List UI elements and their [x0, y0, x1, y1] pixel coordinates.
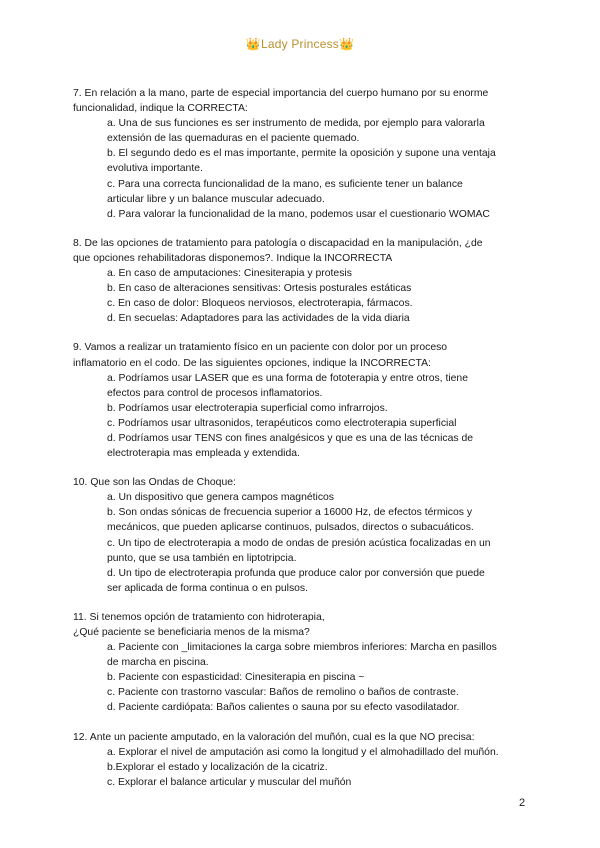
option-line: a. Un dispositivo que genera campos magnéticos — [107, 492, 334, 504]
page-header — [0, 37, 600, 51]
question-list — [73, 86, 533, 804]
question-stem-line: ¿Qué paciente se beneficiaria menos de la misma? — [73, 627, 310, 638]
question-12 — [73, 730, 533, 790]
option-line: b.Explorar el estado y localización de la cicatriz. — [107, 761, 328, 773]
option-line: extensión de las quemaduras en el paciente quemado. — [107, 133, 360, 145]
question-stem-line: 7. En relación a la mano, parte de especial importancia del cuerpo humano por su enorme — [73, 88, 489, 99]
question-stem-line: inflamatorio en el codo. De las siguientes opciones, indique la INCORRECTA: — [73, 357, 431, 369]
option-line: d. Un tipo de electroterapia profunda que produce calor por conversión que puede — [107, 567, 485, 579]
option-line: a. Explorar el nivel de amputación asi como la longitud y el almohadillado del muñón. — [107, 746, 499, 758]
option-line: c. Para una correcta funcionalidad de la mano, es suficiente tener un balance — [107, 178, 463, 190]
question-7 — [73, 86, 533, 222]
option-line: d. Paciente cardiópata: Baños calientes o sauna por su efecto vasodilatador. — [107, 702, 460, 714]
question-stem-line: 11. Si tenemos opción de tratamiento con hidroterapia, — [73, 611, 325, 623]
option-line: efectos para control de procesos inflamatorios. — [107, 387, 323, 399]
option-line: c. Paciente con trastorno vascular: Baños de remolino o baños de contraste. — [107, 687, 459, 699]
option-line: d. Podríamos usar TENS con fines analgésicos y que es una de las técnicas de — [107, 432, 473, 444]
question-stem-line: 10. Que son las Ondas de Choque: — [73, 477, 236, 489]
question-8 — [73, 236, 533, 327]
option-line: de marcha en piscina. — [107, 657, 209, 669]
option-line: a. En caso de amputaciones: Cinesiterapia y protesis — [107, 268, 352, 280]
option-line: d. En secuelas: Adaptadores para las actividades de la vida diaria — [107, 313, 410, 325]
option-line: b. En caso de alteraciones sensitivas: Ortesis posturales estáticas — [107, 283, 412, 295]
header-title: Lady Princess — [261, 37, 339, 51]
option-line: evolutiva importante. — [107, 163, 203, 175]
question-stem-line: 12. Ante un paciente amputado, en la valoración del muñón, cual es la que NO precisa: — [73, 731, 475, 743]
crown-icon-right: 👑 — [338, 37, 355, 51]
question-9 — [73, 340, 533, 461]
question-stem-line: 9. Vamos a realizar un tratamiento físico en un paciente con dolor por un proceso — [73, 342, 448, 354]
option-line: electroterapia mas empleada y extendida. — [107, 448, 300, 460]
option-line: c. Un tipo de electroterapia a modo de ondas de presión acústica focalizadas en un — [107, 537, 491, 549]
option-line: a. Una de sus funciones es ser instrumento de medida, por ejemplo para valorarla — [107, 118, 485, 130]
option-line: c. En caso de dolor: Bloqueos nerviosos, electroterapia, fármacos. — [107, 298, 413, 310]
option-line: punto, que se usa también en liptotripcia. — [107, 552, 297, 564]
option-line: a. Podríamos usar LASER que es una forma de fototerapia y entre otros, tiene — [107, 372, 468, 384]
option-line: mecánicos, que pueden aplicarse continuos, pulsados, directos o subacuáticos. — [107, 522, 474, 534]
question-10 — [73, 475, 533, 596]
question-stem-line: que opciones rehabilitadoras disponemos?. Indique la INCORRECTA — [73, 252, 393, 264]
option-line: d. Para valorar la funcionalidad de la mano, podemos usar el cuestionario WOMAC — [107, 208, 490, 220]
question-11 — [73, 610, 533, 716]
option-line: articular libre y un balance muscular adecuado. — [107, 193, 325, 205]
option-line: b. Podríamos usar electroterapia superficial como infrarrojos. — [107, 402, 388, 414]
crown-icon-left: 👑 — [245, 37, 261, 51]
question-stem-line: funcionalidad, indique la CORRECTA: — [73, 103, 248, 115]
question-stem-line: 8. De las opciones de tratamiento para patología o discapacidad en la manipulación, ¿de — [73, 237, 483, 249]
option-line: b. El segundo dedo es el mas importante, permite la oposición y supone una ventaja — [107, 148, 496, 160]
option-line: ser aplicada de forma continua o en pulsos. — [107, 582, 309, 594]
option-line: c. Podríamos usar ultrasonidos, terapéuticos como electroterapia superficial — [107, 417, 457, 429]
option-line: b. Son ondas sónicas de frecuencia superior a 16000 Hz, de efectos térmicos y — [107, 507, 473, 519]
option-line: c. Explorar el balance articular y muscular del muñón — [107, 776, 352, 788]
page-number: 2 — [519, 797, 526, 809]
option-line: b. Paciente con espasticidad: Cinesiterapia en piscina ~ — [107, 672, 365, 684]
option-line: a. Paciente con _limitaciones la carga sobre miembros inferiores: Marcha en pasillos — [107, 642, 497, 654]
